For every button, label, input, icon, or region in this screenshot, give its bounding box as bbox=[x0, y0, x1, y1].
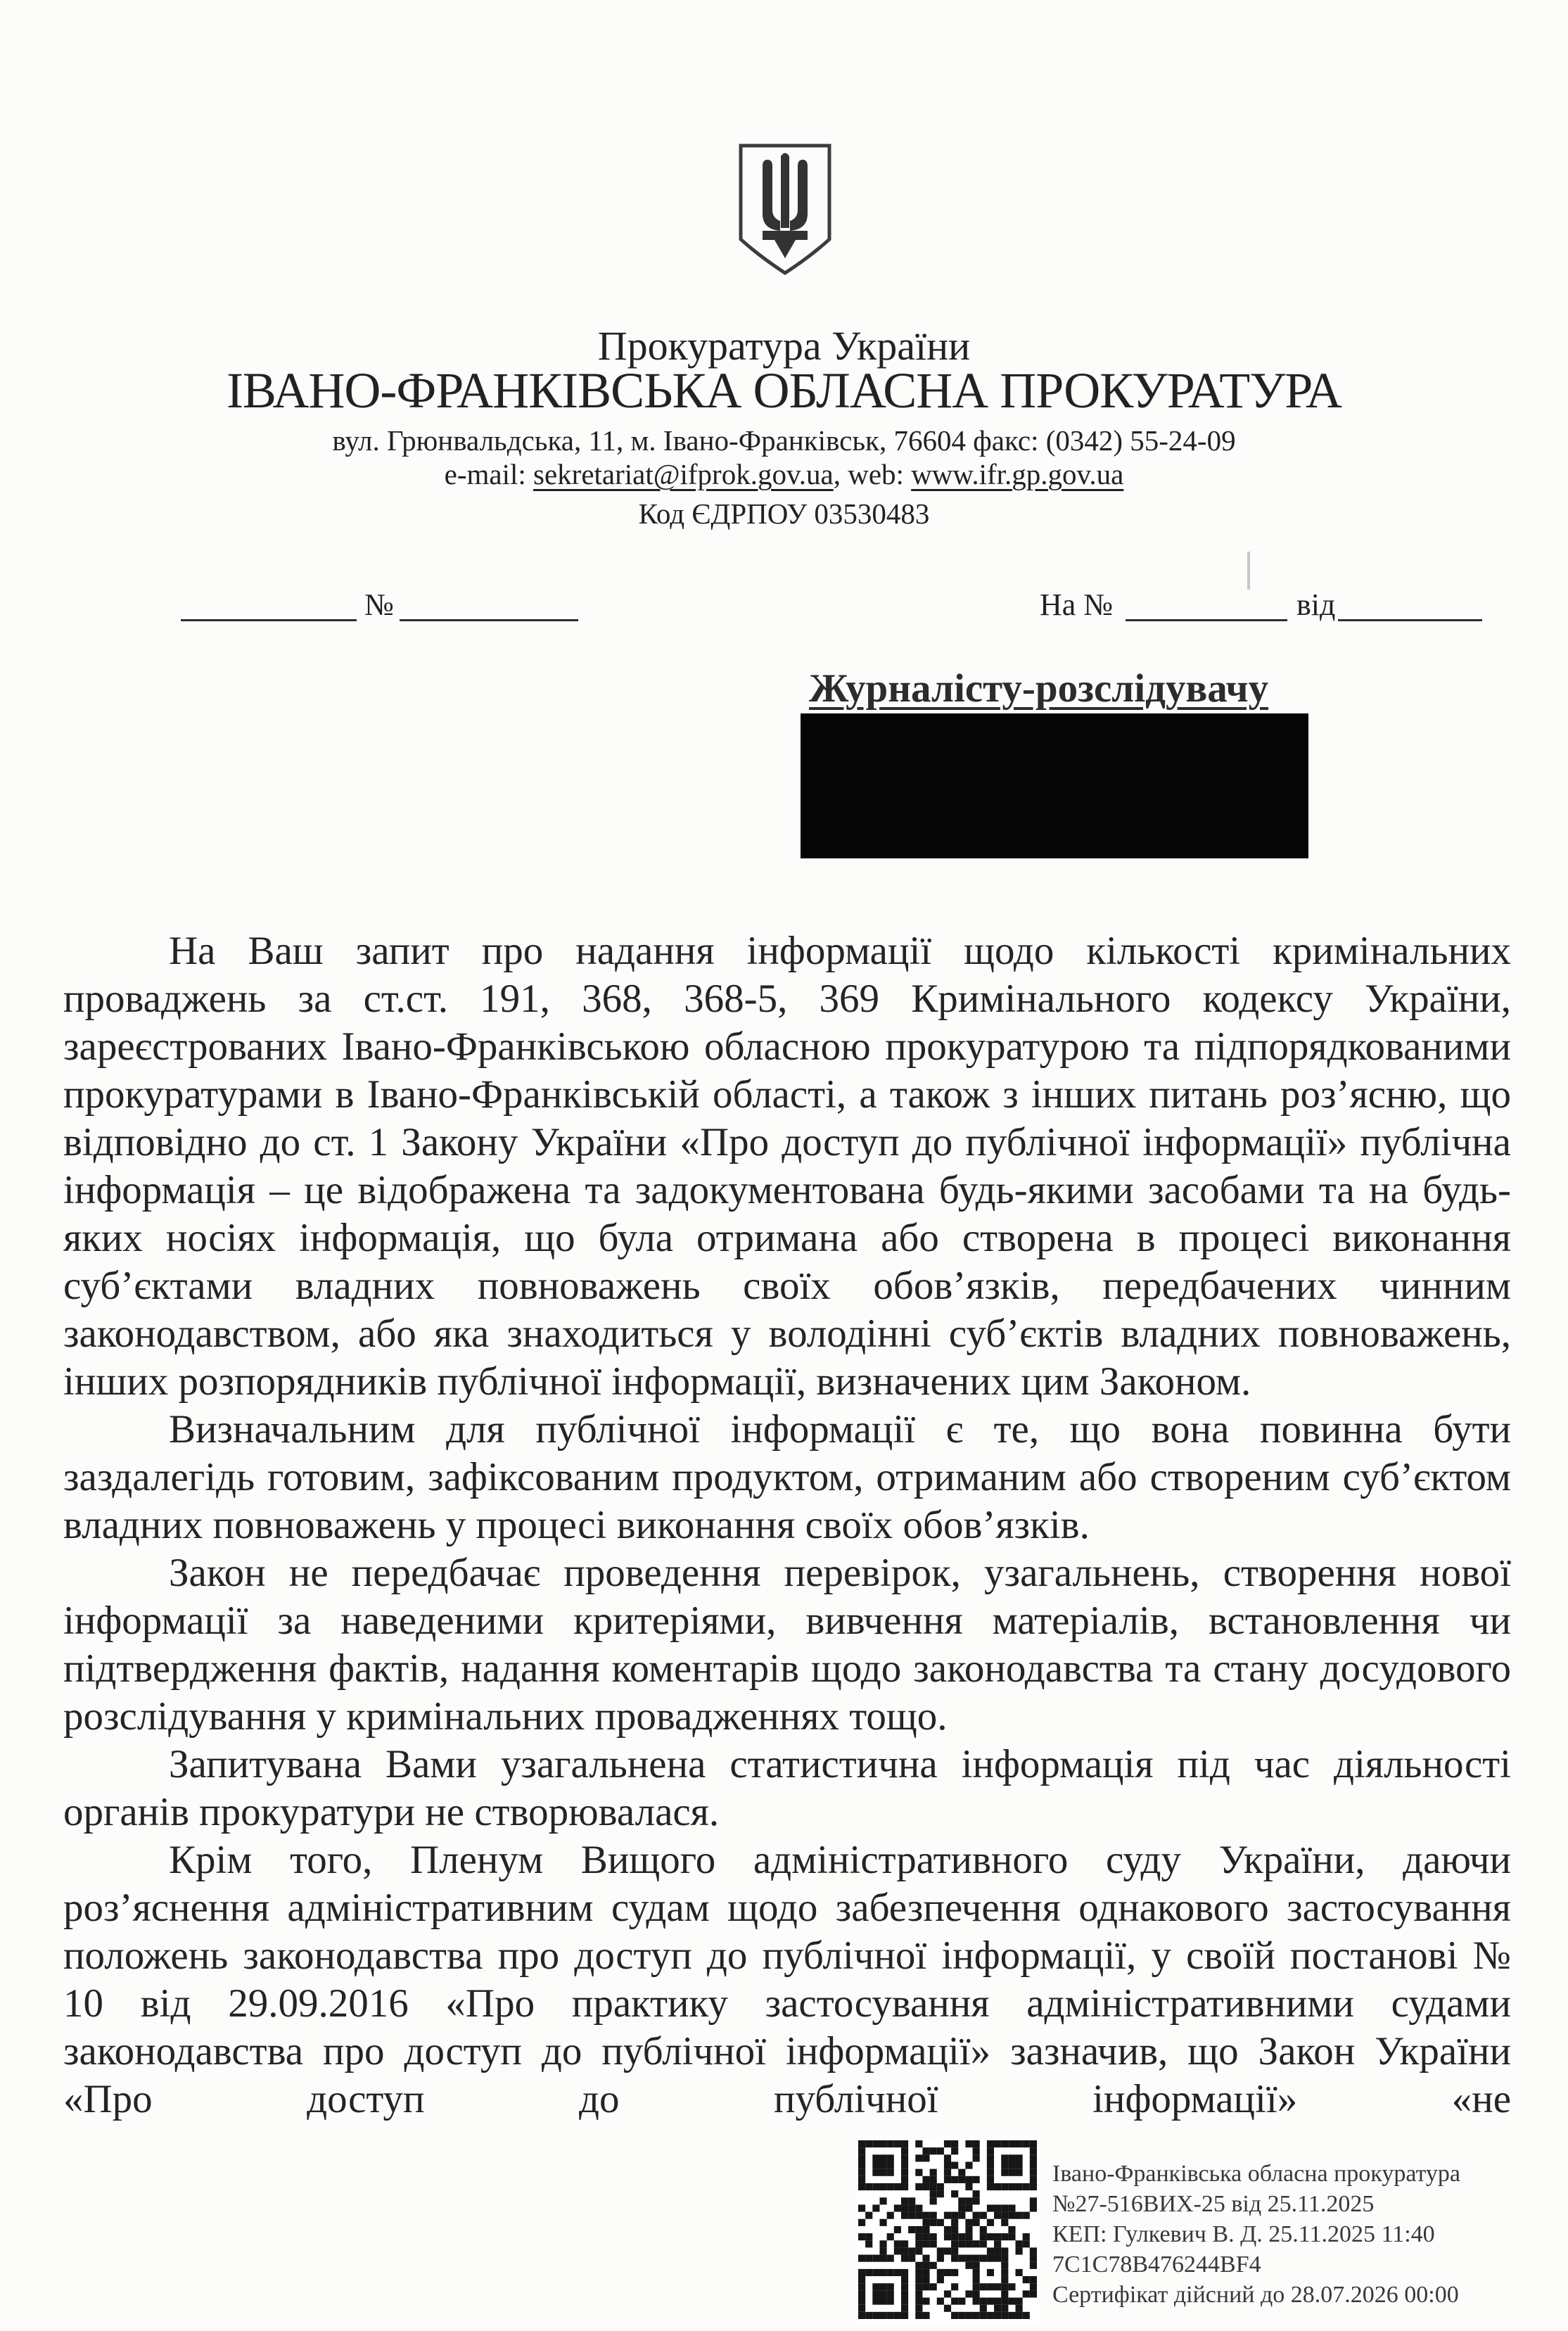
body-paragraph: Закон не передбачає проведення перевірок, узагальнень, створення нової інформації за наведеними критеріями, вивчення матеріалів, встановлення чи підтвердження фактів, надання коментарів щодо законодавства та стану досудового розслідування у кримінальних провадженнях тощо. bbox=[63, 1551, 1511, 1739]
number-symbol: № bbox=[364, 587, 394, 622]
org-contacts-line bbox=[0, 457, 1568, 491]
web-label: , web: bbox=[833, 458, 912, 490]
email-link[interactable]: sekretariat@ifprok.gov.ua bbox=[533, 458, 834, 490]
org-name-title: ІВАНО-ФРАНКІВСЬКА ОБЛАСНА ПРОКУРАТУРА bbox=[226, 362, 1342, 419]
email-label: e-mail: bbox=[444, 458, 534, 490]
reference-row bbox=[0, 587, 1568, 629]
incoming-date-blank bbox=[1338, 587, 1482, 621]
body-paragraph: Запитувана Вами узагальнена статистична інформація під час діяльності органів прокуратури не створювалася. bbox=[63, 1742, 1511, 1834]
reply-date-label: від bbox=[1296, 587, 1336, 622]
org-parent-title: Прокуратура України bbox=[597, 323, 971, 369]
body-paragraph: Крім того, Пленум Вищого адміністративного суду України, даючи роз’яснення адміністративним судам щодо забезпечення однакового застосування положень законодавства про доступ до публічної інформації, у своїй постанові № 10 від 29.09.2016 «Про практику застосування адміністративними судами законодавства про доступ до публічної інформації» зазначив, що Закон України «Про доступ до публічної інформації» «не bbox=[63, 1838, 1511, 2121]
qr-code bbox=[857, 2139, 1041, 2323]
body-paragraph: Визначальним для публічної інформації є те, що вона повинна бути заздалегідь готовим, зафіксованим продуктом, отриманим або створеним суб’єктом владних повноважень у процесі виконання своїх обов’язків. bbox=[63, 1407, 1511, 1547]
letter-body bbox=[63, 927, 1511, 2123]
ukraine-trident-emblem bbox=[736, 141, 834, 282]
web-link[interactable]: www.ifr.gp.gov.ua bbox=[911, 458, 1124, 490]
signature-key-id-line: 7C1C78B476244BF4 bbox=[1052, 2251, 1261, 2278]
incoming-number-blank bbox=[1126, 587, 1287, 621]
recipient-title: Журналісту-розслідувачу bbox=[809, 666, 1269, 711]
signature-doc-number-line: №27-516ВИХ-25 від 25.11.2025 bbox=[1052, 2191, 1375, 2217]
signature-org-line: Івано-Франківська обласна прокуратура bbox=[1052, 2161, 1461, 2187]
outgoing-number-blank-2 bbox=[400, 587, 578, 621]
scan-artifact-mark bbox=[1247, 552, 1250, 590]
org-address-line: вул. Грюнвальдська, 11, м. Івано-Франківськ, 76604 факс: (0342) 55-24-09 bbox=[332, 424, 1236, 457]
trident-icon bbox=[736, 141, 834, 279]
reply-to-number-label: На № bbox=[1040, 587, 1114, 622]
qr-code-svg bbox=[858, 2140, 1037, 2319]
body-paragraph: На Ваш запит про надання інформації щодо кількості кримінальних проваджень за ст.ст. 191, 368, 368-5, 369 Кримінального кодексу України, зареєстрованих Івано-Франківською обласною прокуратурою та підпорядкованими прокуратурами в Івано-Франківській області, а також з інших питань роз’ясню, що відповідно до ст. 1 Закону України «Про доступ до публічної інформації» публічна інформація – це відображена та задокументована будь-якими засобами та на будь-яких носіях інформація, що була отримана або створена в процесі виконання суб’єктами владних повноважень своїх обов’язків, передбачених чинним законодавством, або яка знаходиться у володінні суб’єктів владних повноважень, інших розпорядників публічної інформації, визначених цим Законом. bbox=[63, 929, 1511, 1404]
org-edrpou-line: Код ЄДРПОУ 03530483 bbox=[638, 497, 930, 530]
redaction-box bbox=[801, 713, 1308, 858]
signature-caption bbox=[1052, 2159, 1460, 2310]
outgoing-number-blank bbox=[181, 587, 357, 621]
signature-cert-validity-line: Сертифікат дійсний до 28.07.2026 00:00 bbox=[1052, 2282, 1459, 2308]
signature-signer-line: КЕП: Гулкевич В. Д. 25.11.2025 11:40 bbox=[1052, 2221, 1435, 2247]
